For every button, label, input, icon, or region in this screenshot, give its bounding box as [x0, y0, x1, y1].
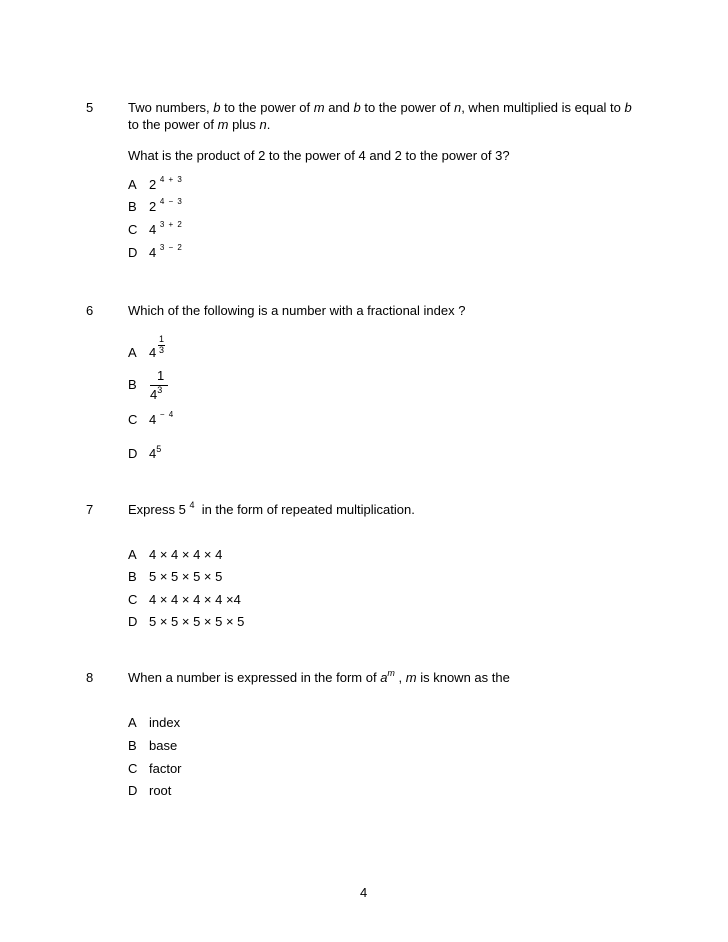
stem-text: to the power of: [360, 100, 454, 115]
question-7-number: 7: [86, 502, 94, 517]
stem-text: Express 5: [128, 502, 186, 517]
option-letter: B: [128, 377, 137, 392]
option-b-value: [149, 199, 183, 214]
option-c-text: 4 × 4 × 4 × 4 ×4: [149, 592, 241, 607]
option-c-value: [149, 222, 183, 237]
question-5-stem-line2: [128, 117, 270, 132]
option-letter: C: [128, 412, 138, 427]
stem-text: , when multiplied is equal to: [461, 100, 625, 115]
question-6-stem: Which of the following is a number with a fractional index ?: [128, 303, 466, 318]
option-d-text: root: [149, 783, 172, 798]
option-letter: A: [128, 547, 137, 562]
power-exponent: − 4: [159, 410, 175, 419]
power-base: 2: [149, 177, 157, 192]
power-base: 4: [149, 412, 157, 427]
stem-var: a: [380, 670, 388, 685]
option-d-text: 5 × 5 × 5 × 5 × 5: [149, 614, 245, 629]
question-6-number: 6: [86, 303, 94, 318]
power-exponent: 4 + 3: [159, 175, 183, 184]
page-number: 4: [360, 885, 368, 900]
stem-text: When a number is expressed in the form of: [128, 670, 381, 685]
stem-var: b: [624, 100, 632, 115]
question-5-prompt: What is the product of 2 to the power of 4 and 2 to the power of 3?: [128, 148, 510, 163]
option-letter: B: [128, 738, 137, 753]
power-base: 4: [149, 245, 157, 260]
power-exponent: 3: [157, 385, 163, 395]
option-letter: A: [128, 177, 137, 192]
question-5-number: 5: [86, 100, 94, 115]
question-5-stem-line1: [128, 100, 632, 115]
option-a-text: index: [149, 715, 181, 730]
option-letter: D: [128, 783, 138, 798]
stem-text: ,: [394, 670, 406, 685]
option-letter: D: [128, 614, 138, 629]
option-letter: B: [128, 199, 137, 214]
stem-exponent: 4: [189, 500, 195, 510]
stem-text: in the form of repeated multiplication.: [201, 502, 415, 517]
option-c-text: factor: [149, 761, 182, 776]
option-letter: A: [128, 715, 137, 730]
power-exponent: 3 + 2: [159, 220, 183, 229]
stem-exponent: [387, 668, 395, 678]
option-letter: C: [128, 761, 138, 776]
power-base: 4: [149, 222, 157, 237]
option-b-text: base: [149, 738, 178, 753]
stem-var: b: [213, 100, 221, 115]
option-letter: B: [128, 569, 137, 584]
stem-text: to the power of: [220, 100, 314, 115]
power-exponent: 4 − 3: [159, 197, 183, 206]
stem-var: m: [405, 670, 417, 685]
stem-var: n: [453, 100, 462, 115]
question-8-number: 8: [86, 670, 94, 685]
stem-text: is known as the: [416, 670, 510, 685]
stem-text: Two numbers,: [128, 100, 214, 115]
option-b-text: 5 × 5 × 5 × 5: [149, 569, 223, 584]
power-base: 4: [150, 387, 158, 402]
stem-var: b: [353, 100, 361, 115]
stem-text: .: [266, 117, 271, 132]
power-exponent: 3 − 2: [159, 243, 183, 252]
option-d-value: [149, 446, 161, 461]
option-letter: A: [128, 345, 137, 360]
stem-text: to the power of: [128, 117, 218, 132]
option-letter: C: [128, 222, 138, 237]
stem-text: plus: [228, 117, 260, 132]
option-c-value: [149, 412, 174, 427]
option-letter: D: [128, 245, 138, 260]
option-d-value: [149, 245, 183, 260]
stem-var: n: [259, 117, 267, 132]
power-base: 2: [149, 199, 157, 214]
stem-var: m: [387, 668, 395, 678]
option-a-text: 4 × 4 × 4 × 4: [149, 547, 223, 562]
option-a-value: [149, 177, 183, 192]
exponent-numerator: 1: [159, 334, 165, 344]
power-exponent: 5: [156, 444, 162, 454]
option-letter: D: [128, 446, 138, 461]
question-8-stem: [128, 670, 510, 685]
exponent-denominator: 3: [159, 345, 165, 355]
stem-var: m: [217, 117, 229, 132]
stem-var: m: [313, 100, 325, 115]
option-letter: C: [128, 592, 138, 607]
power-base: 4: [149, 446, 157, 461]
fraction-numerator: 1: [157, 368, 165, 383]
fraction-denominator: [150, 387, 162, 402]
option-a-base: 4: [149, 345, 157, 360]
question-7-stem: [128, 502, 415, 517]
stem-text: and: [324, 100, 354, 115]
